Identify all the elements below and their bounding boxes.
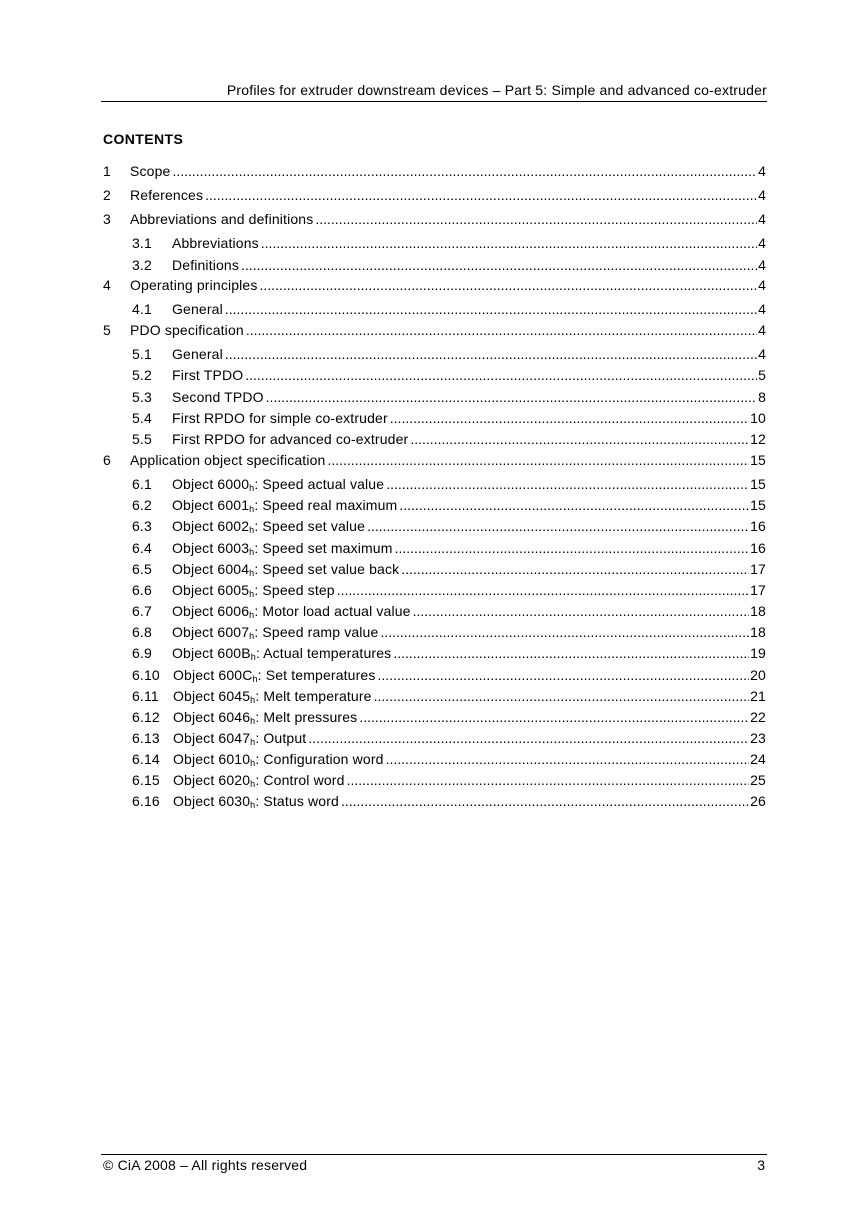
hex-subscript: h — [249, 525, 255, 535]
toc-entry-number: 5.1 — [132, 346, 152, 362]
footer-page-number: 3 — [757, 1157, 765, 1173]
dot-leader — [413, 603, 750, 619]
toc-entry-title-text: General — [172, 346, 223, 362]
toc-entry-title-text: Abbreviations and definitions — [130, 211, 314, 227]
dot-leader — [359, 709, 749, 725]
toc-entry[interactable] — [132, 346, 766, 364]
toc-entry[interactable] — [103, 163, 766, 181]
dot-leader — [225, 301, 757, 317]
toc-entry-title-text: Object 6047 — [173, 730, 251, 746]
hex-subscript: h — [249, 483, 255, 493]
dot-leader — [327, 452, 749, 468]
toc-entry-title — [172, 603, 411, 619]
hex-subscript: h — [250, 716, 256, 726]
toc-entry-number: 4 — [103, 277, 111, 293]
toc-entry-title — [173, 709, 357, 725]
toc-entry-page: 4 — [758, 187, 766, 203]
toc-entry-title-text: Second TPDO — [172, 389, 264, 405]
toc-entry-title — [172, 367, 243, 383]
toc-entry-title-rest: : Melt temperature — [255, 688, 372, 704]
toc-entry[interactable] — [132, 518, 766, 536]
toc-entry-number: 6.6 — [132, 582, 152, 598]
toc-entry-number: 6.14 — [132, 751, 160, 767]
toc-entry-number: 6.5 — [132, 561, 152, 577]
toc-entry[interactable] — [132, 772, 766, 790]
toc-entry-page: 4 — [758, 346, 766, 362]
dot-leader — [315, 211, 757, 227]
toc-entry-title-text: Object 6010 — [173, 751, 251, 767]
toc-entry-title — [173, 772, 345, 788]
dot-leader — [347, 772, 750, 788]
toc-entry[interactable] — [132, 582, 766, 600]
toc-entry-title-text: Operating principles — [130, 277, 258, 293]
toc-entry[interactable] — [132, 730, 766, 748]
toc-entry-title-rest: : Speed actual value — [254, 476, 385, 492]
toc-entry-title-rest: : Speed real maximum — [254, 497, 398, 513]
toc-entry-title — [172, 235, 259, 251]
contents-heading: CONTENTS — [103, 131, 184, 147]
toc-entry-number: 6.11 — [132, 688, 159, 704]
toc-entry-title — [130, 211, 313, 227]
toc-entry-page: 21 — [750, 688, 766, 704]
dot-leader — [241, 257, 757, 273]
toc-entry-title-rest: : Status word — [255, 793, 339, 809]
toc-entry-title — [130, 322, 244, 338]
dot-leader — [172, 163, 757, 179]
toc-entry-title — [130, 452, 325, 468]
toc-entry-number: 6.12 — [132, 709, 160, 725]
toc-entry-page: 19 — [750, 645, 766, 661]
toc-entry-page: 10 — [750, 410, 766, 426]
dot-leader — [308, 730, 749, 746]
toc-entry-number: 6.9 — [132, 645, 152, 661]
toc-entry-title-text: General — [172, 301, 223, 317]
header-rule — [101, 101, 767, 102]
toc-entry-number: 3.1 — [132, 235, 152, 251]
toc-entry-title — [172, 497, 397, 513]
toc-entry[interactable] — [132, 540, 766, 558]
toc-entry-title-text: Object 600B — [172, 645, 251, 661]
toc-entry-page: 5 — [758, 367, 766, 383]
dot-leader — [266, 389, 757, 405]
toc-entry-page: 15 — [750, 476, 766, 492]
toc-entry-title-text: Object 6005 — [172, 582, 250, 598]
hex-subscript: h — [249, 610, 255, 620]
dot-leader — [395, 540, 750, 556]
dot-leader — [260, 277, 758, 293]
toc-entry-title-text: PDO specification — [130, 322, 244, 338]
toc-entry-title — [130, 187, 203, 203]
toc-entry-title — [173, 793, 339, 809]
toc-entry-page: 8 — [758, 389, 766, 405]
toc-entry[interactable] — [132, 561, 766, 579]
toc-entry-page: 15 — [750, 497, 766, 513]
toc-entry[interactable] — [103, 322, 766, 340]
toc-entry-number: 6.3 — [132, 518, 152, 534]
hex-subscript: h — [250, 695, 256, 705]
toc-entry-number: 6.13 — [132, 730, 160, 746]
dot-leader — [399, 497, 749, 513]
toc-entry-title-text: Object 6046 — [173, 709, 251, 725]
toc-entry-title-rest: : Speed set maximum — [254, 540, 393, 556]
toc-entry-title — [130, 163, 170, 179]
toc-entry[interactable] — [132, 431, 766, 449]
toc-entry-page: 23 — [750, 730, 766, 746]
toc-entry-number: 6.1 — [132, 476, 152, 492]
toc-entry-page: 20 — [750, 667, 766, 683]
toc-entry-title-text: Object 6007 — [172, 624, 250, 640]
dot-leader — [386, 476, 749, 492]
toc-entry-title — [172, 389, 264, 405]
toc-entry-title-text: References — [130, 187, 204, 203]
dot-leader — [246, 322, 757, 338]
toc-entry-title — [173, 751, 384, 767]
toc-entry-title — [172, 624, 378, 640]
toc-entry-title-text: Object 6006 — [172, 603, 250, 619]
toc-entry-title-text: First RPDO for advanced co-extruder — [172, 431, 409, 447]
toc-entry-title — [130, 277, 258, 293]
toc-entry-number: 6.8 — [132, 624, 152, 640]
toc-entry-title — [173, 667, 376, 683]
toc-entry-page: 4 — [758, 277, 766, 293]
toc-entry-title-text: First RPDO for simple co-extruder — [172, 410, 388, 426]
toc-entry-page: 12 — [750, 431, 766, 447]
dot-leader — [380, 624, 749, 640]
toc-entry-title — [172, 346, 223, 362]
toc-entry-title — [172, 476, 384, 492]
toc-entry-page: 4 — [758, 211, 766, 227]
dot-leader — [337, 582, 749, 598]
toc-entry-title-rest: : Speed ramp value — [254, 624, 379, 640]
toc-entry-title-text: Object 6045 — [173, 688, 251, 704]
toc-entry-title-text: Object 6003 — [172, 540, 250, 556]
toc-entry-title — [172, 645, 391, 661]
hex-subscript: h — [252, 674, 258, 684]
toc-entry[interactable] — [103, 452, 766, 470]
toc-entry[interactable] — [132, 751, 766, 769]
dot-leader — [261, 235, 757, 251]
toc-entry-number: 3 — [103, 211, 111, 227]
toc-entry-page: 16 — [750, 518, 766, 534]
toc-entry-page: 4 — [758, 322, 766, 338]
dot-leader — [374, 688, 750, 704]
toc-entry-title — [172, 561, 399, 577]
toc-entry-number: 5.4 — [132, 410, 152, 426]
hex-subscript: h — [250, 652, 256, 662]
toc-entry[interactable] — [132, 603, 766, 621]
toc-entry-number: 6.16 — [132, 793, 160, 809]
toc-entry-title-text: Object 6030 — [173, 793, 251, 809]
dot-leader — [367, 518, 749, 534]
dot-leader — [205, 187, 757, 203]
footer-rule — [101, 1154, 767, 1155]
hex-subscript: h — [249, 589, 255, 599]
toc-entry-title — [172, 257, 239, 273]
toc-entry-title-rest: : Speed set value — [254, 518, 366, 534]
dot-leader — [390, 410, 749, 426]
toc-entry-title — [172, 431, 408, 447]
toc-entry-number: 2 — [103, 187, 111, 203]
toc-entry-title-rest: : Output — [255, 730, 307, 746]
toc-entry-page: 18 — [750, 624, 766, 640]
toc-entry-number: 6 — [103, 452, 111, 468]
hex-subscript: h — [250, 758, 256, 768]
toc-entry-page: 15 — [750, 452, 766, 468]
toc-entry-title-rest: : Speed set value back — [254, 561, 400, 577]
toc-entry-title — [172, 540, 393, 556]
hex-subscript: h — [249, 631, 255, 641]
toc-entry[interactable] — [132, 624, 766, 642]
toc-entry-title-rest: : Set temperatures — [257, 667, 376, 683]
hex-subscript: h — [249, 547, 255, 557]
toc-entry-title-text: Object 600C — [173, 667, 253, 683]
toc-entry-title-text: Object 6000 — [172, 476, 250, 492]
dot-leader — [341, 793, 749, 809]
dot-leader — [410, 431, 749, 447]
toc-entry-title — [172, 582, 335, 598]
dot-leader — [225, 346, 757, 362]
hex-subscript: h — [250, 800, 256, 810]
toc-entry[interactable] — [132, 497, 766, 515]
toc-entry-number: 5.5 — [132, 431, 152, 447]
toc-entry-title-text: Object 6001 — [172, 497, 250, 513]
toc-entry-title-rest: : Motor load actual value — [254, 603, 411, 619]
toc-entry-page: 4 — [758, 163, 766, 179]
toc-entry-number: 5.2 — [132, 367, 152, 383]
toc-entry-number: 6.7 — [132, 603, 152, 619]
toc-entry[interactable] — [132, 367, 766, 385]
hex-subscript: h — [249, 568, 255, 578]
toc-entry-page: 26 — [750, 793, 766, 809]
running-header: Profiles for extruder downstream devices – Part 5: Simple and advanced co-extruder — [226, 82, 767, 98]
toc-entry[interactable] — [132, 257, 766, 275]
toc-entry[interactable] — [132, 667, 766, 685]
toc-entry-page: 22 — [750, 709, 766, 725]
toc-entry[interactable] — [132, 235, 766, 253]
toc-entry-page: 25 — [750, 772, 766, 788]
hex-subscript: h — [249, 504, 255, 514]
toc-entry-title-text: Object 6002 — [172, 518, 250, 534]
toc-entry-page: 17 — [750, 582, 766, 598]
toc-entry-title — [172, 301, 223, 317]
footer-copyright: © CiA 2008 – All rights reserved — [103, 1157, 308, 1173]
toc-entry-page: 24 — [750, 751, 766, 767]
hex-subscript: h — [250, 779, 256, 789]
toc-entry-page: 17 — [750, 561, 766, 577]
toc-entry-title-text: Scope — [130, 163, 171, 179]
toc-entry-number: 5.3 — [132, 389, 152, 405]
toc-entry-number: 6.10 — [132, 667, 160, 683]
toc-entry-page: 4 — [758, 257, 766, 273]
toc-entry-page: 18 — [750, 603, 766, 619]
toc-entry-page: 4 — [758, 301, 766, 317]
toc-entry-title-text: Application object specification — [130, 452, 326, 468]
toc-entry-title-text: Object 6020 — [173, 772, 251, 788]
toc-entry-title-text: Definitions — [172, 257, 240, 273]
toc-entry-title-text: Object 6004 — [172, 561, 250, 577]
dot-leader — [245, 367, 757, 383]
toc-entry[interactable] — [103, 187, 766, 205]
toc-entry[interactable] — [132, 389, 766, 407]
toc-entry-page: 16 — [750, 540, 766, 556]
toc-entry[interactable] — [132, 301, 766, 319]
toc-entry-title — [173, 688, 372, 704]
toc-entry[interactable] — [103, 277, 766, 295]
toc-entry-title-rest: : Configuration word — [255, 751, 384, 767]
toc-entry[interactable] — [132, 410, 766, 428]
toc-entry-title-rest: : Actual temperatures — [255, 645, 392, 661]
dot-leader — [393, 645, 749, 661]
dot-leader — [378, 667, 750, 683]
toc-entry-title — [172, 518, 365, 534]
toc-entry-title — [172, 410, 388, 426]
toc-entry[interactable] — [132, 709, 766, 727]
toc-entry-title-rest: : Control word — [255, 772, 345, 788]
toc-entry[interactable] — [132, 645, 766, 663]
dot-leader — [401, 561, 749, 577]
hex-subscript: h — [250, 737, 256, 747]
dot-leader — [386, 751, 750, 767]
toc-entry-page: 4 — [758, 235, 766, 251]
toc-entry-title-rest: : Speed step — [254, 582, 335, 598]
toc-entry-number: 4.1 — [132, 301, 152, 317]
toc-entry-number: 1 — [103, 163, 111, 179]
toc-entry-title — [173, 730, 306, 746]
toc-entry-number: 6.4 — [132, 540, 152, 556]
toc-entry[interactable] — [132, 476, 766, 494]
toc-entry-title-text: First TPDO — [172, 367, 244, 383]
toc-entry-number: 5 — [103, 322, 111, 338]
toc-entry[interactable] — [132, 793, 766, 811]
toc-entry[interactable] — [103, 211, 766, 229]
toc-entry-title-text: Abbreviations — [172, 235, 259, 251]
toc-entry-number: 6.2 — [132, 497, 152, 513]
toc-entry-number: 3.2 — [132, 257, 152, 273]
toc-entry[interactable] — [132, 688, 766, 706]
toc-entry-number: 6.15 — [132, 772, 160, 788]
toc-entry-title-rest: : Melt pressures — [255, 709, 358, 725]
